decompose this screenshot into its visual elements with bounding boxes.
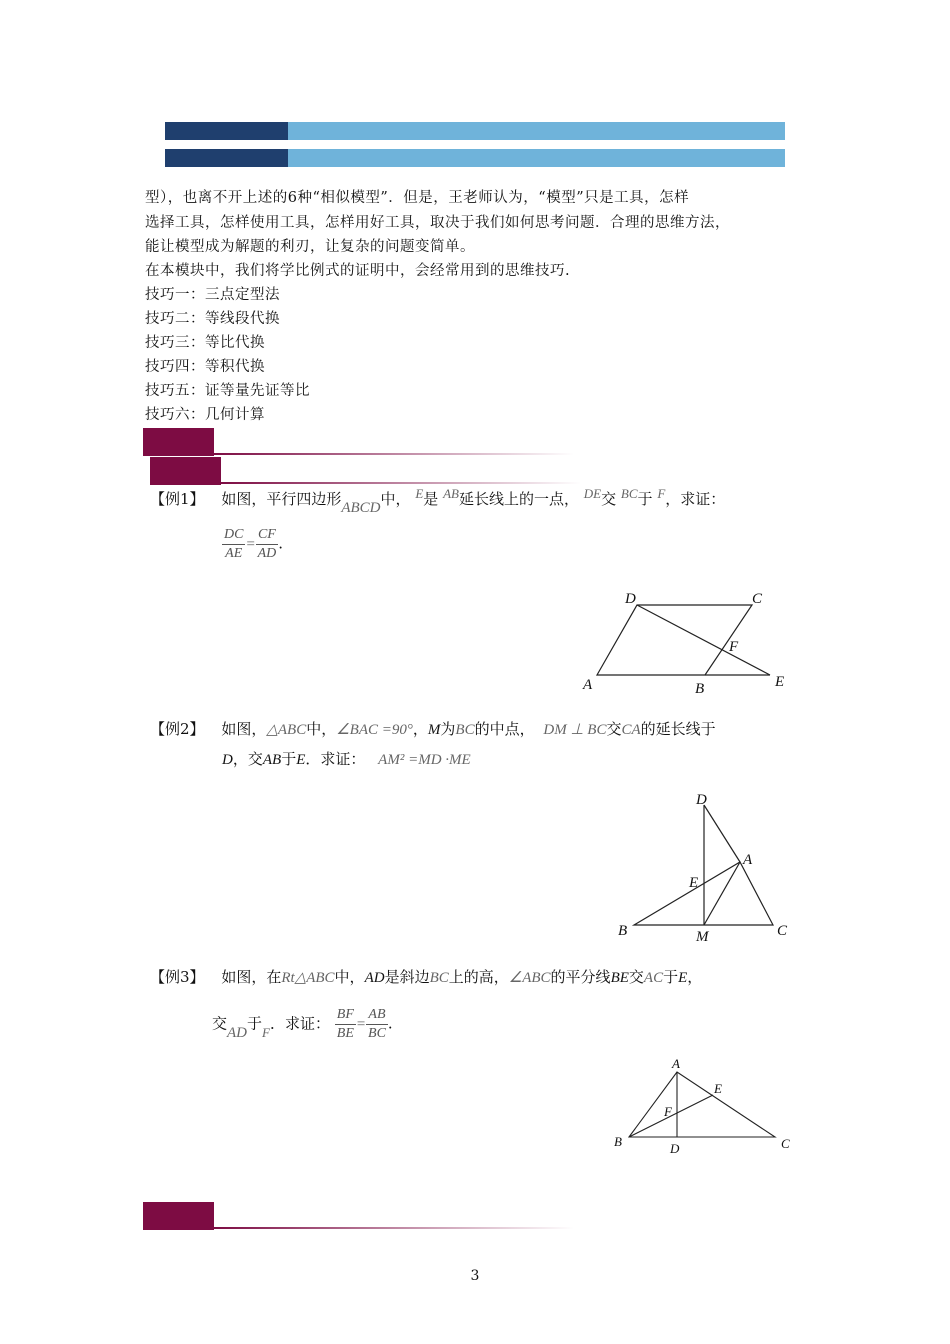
section-header-block [143, 1202, 214, 1230]
skill-5: 技巧五：证等量先证等比 [145, 383, 310, 399]
intro-line-4: 在本模块中，我们将学比例式的证明中，会经常用到的思维技巧. [145, 263, 571, 279]
triangle-abc [629, 1072, 775, 1137]
fraction-dc-ae: $\frac{DC}{AE}$ [224, 527, 244, 561]
label-b: B [618, 923, 628, 939]
section-header-rule [214, 453, 574, 455]
example-2-statement: 【例2】 如图，△ABC中，∠BAC =90°，M为BC的中点， DM ⊥ BC交CA的延长线于 [150, 720, 716, 738]
skill-3: 技巧三：等比代换 [145, 335, 265, 351]
fraction-cf-ad: $\frac{CF}{AD}$ [257, 527, 277, 561]
segment-am [704, 862, 740, 925]
label-e: E [689, 875, 699, 891]
fraction-ab-bc: $\frac{AB}{BC}$ [368, 1007, 386, 1041]
label-m: M [696, 929, 709, 945]
label-e: E [775, 674, 785, 690]
header-bar-light [288, 122, 785, 140]
header-bar-dark [165, 149, 288, 167]
skill-6: 技巧六：几何计算 [145, 407, 265, 423]
label-d: D [625, 591, 636, 607]
example-2-label: 【例2】 [150, 720, 205, 738]
header-bar-dark [165, 122, 288, 140]
label-c: C [752, 591, 763, 607]
intro-line-3: 能让模型成为解题的利刃，让复杂的问题变简单。 [145, 239, 475, 255]
example-2-statement-2: D，交AB于E．求证： AM² =MD ·ME [222, 750, 471, 768]
segment-da [704, 805, 740, 862]
example-3-statement: 【例3】 如图，在Rt△ABC中，AD是斜边BC上的高，∠ABC的平分线BE交AC于E， [150, 968, 703, 986]
label-f: F [664, 1104, 672, 1119]
header-bar-2 [165, 149, 785, 167]
label-a: A [672, 1056, 680, 1071]
segment-de [637, 605, 770, 675]
label-c: C [781, 1136, 790, 1151]
example-3-statement-2: 交AD于F．求证： $\frac{BF}{BE}$ = $\frac{AB}{BC}$ . [212, 1007, 393, 1041]
header-bar-light [288, 149, 785, 167]
skill-4: 技巧四：等积代换 [145, 359, 265, 375]
skill-2: 技巧二：等线段代换 [145, 311, 280, 327]
example-1-formula: $\frac{DC}{AE}$ = $\frac{CF}{AD}$ . [224, 527, 284, 561]
label-e: E [714, 1081, 722, 1096]
example-1-statement: 【例1】 如图，平行四边形ABCD中， E是 AB延长线上的一点， DE交 BC于 F，求证： [150, 486, 726, 516]
label-f: F [729, 639, 739, 655]
label-a: A [583, 677, 593, 693]
intro-line-1: 型），也离不开上述的6种“相似模型”．但是，王老师认为，“模型”只是工具，怎样 [145, 190, 690, 206]
skill-1: 技巧一：三点定型法 [145, 287, 280, 303]
section-header-rule [214, 1227, 574, 1229]
page-number: 3 [470, 1268, 480, 1284]
example-1-label: 【例1】 [150, 490, 205, 508]
label-a: A [743, 852, 753, 868]
label-d: D [696, 792, 707, 808]
header-bar-1 [165, 122, 785, 140]
section-header-block [150, 457, 221, 485]
label-b: B [614, 1134, 622, 1149]
intro-line-2: 选择工具，怎样使用工具，怎样用好工具，取决于我们如何思考问题．合理的思维方法， [145, 215, 730, 231]
example-3-label: 【例3】 [150, 968, 205, 986]
figure-2-right-triangle [610, 785, 800, 945]
label-d: D [670, 1141, 680, 1156]
figure-3-right-triangle [605, 1052, 805, 1162]
section-header-rule [221, 482, 581, 484]
section-header-block [143, 428, 214, 456]
figure-1-parallelogram [575, 585, 805, 700]
example-2-formula: AM² =MD ·ME [378, 752, 471, 768]
label-b: B [695, 681, 705, 697]
label-c: C [777, 923, 788, 939]
fraction-bf-be: $\frac{BF}{BE}$ [336, 1007, 354, 1041]
